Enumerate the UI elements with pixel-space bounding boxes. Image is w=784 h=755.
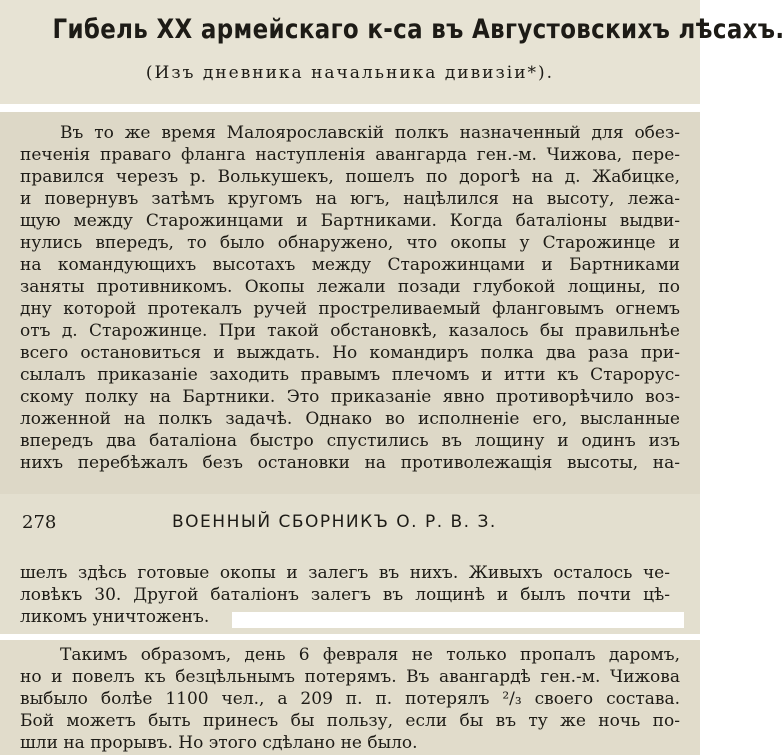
text-line: Такимъ образомъ, день 6 февраля не только пропалъ даромъ,: [60, 645, 680, 665]
text-line: ликомъ уничтоженъ.: [20, 607, 210, 627]
page-title: Гибель XX армейскаго к-са въ Августовскихъ лѣсахъ.: [52, 14, 784, 45]
text-line: скому полку на Бартники. Это приказаніе явно противорѣчило воз-: [20, 387, 680, 407]
text-line: на командующихъ высотахъ между Старожинцами и Бартниками: [20, 255, 680, 275]
text-line: и повернувъ затѣмъ кругомъ на югъ, нацѣлился на высоту, лежа-: [20, 189, 680, 209]
text-line: но и повелъ къ безцѣльнымъ потерямъ. Въ авангардѣ ген.-м. Чижова: [20, 667, 680, 687]
text-line: нихъ перебѣжалъ безъ остановки на противолежащія высоты, на-: [20, 453, 680, 473]
text-line: впередъ два баталіона быстро спустились въ лощину и одинъ изъ: [20, 431, 680, 451]
running-header: [22, 512, 662, 540]
text-line: щую между Старожинцами и Бартниками. Когда баталіоны выдви-: [20, 211, 680, 231]
text-line: отъ д. Старожинце. При такой обстановкѣ, казалось бы правильнѣе: [20, 321, 680, 341]
text-line: заняты противникомъ. Окопы лежали позади глубокой лощины, по: [20, 277, 680, 297]
text-line: ложенной на полкъ задачѣ. Однако во исполненіе его, высланные: [20, 409, 680, 429]
text-line: выбыло болѣе 1100 чел., а 209 п. п. потерялъ ²/₃ своего состава.: [20, 689, 680, 709]
page-subtitle: (Изъ дневника начальника дивизіи*).: [145, 63, 555, 83]
text-line: нулись впередъ, то было обнаружено, что окопы у Старожинце и: [20, 233, 680, 253]
text-panel-1: [0, 112, 700, 494]
paragraph-3: [20, 644, 680, 754]
text-panel-3: [0, 640, 700, 755]
title-panel: [0, 0, 784, 104]
text-line: шелъ здѣсь готовые окопы и залегъ въ нихъ. Живыхъ осталось че-: [20, 563, 670, 583]
text-line: печенія праваго фланга наступленія авангарда ген.-м. Чижова, пере-: [20, 145, 680, 165]
redaction-box: [232, 612, 684, 628]
journal-title: ВОЕННЫЙ СБОРНИКЪ О. Р. В. З.: [172, 512, 497, 532]
text-line: правился черезъ р. Волькушекъ, пошелъ по дорогѣ на д. Жабицке,: [20, 167, 680, 187]
text-line: Бой можетъ быть принесъ бы пользу, если бы въ ту же ночь по-: [20, 711, 680, 731]
text-panel-2: [0, 494, 700, 634]
text-line: всего остановиться и выждать. Но командиръ полка два раза при-: [20, 343, 680, 363]
paragraph-1: [20, 122, 680, 474]
text-line: сылалъ приказаніе заходить правымъ плечомъ и итти къ Староруc-: [20, 365, 680, 385]
text-line: ловѣкъ 30. Другой баталіонъ залегъ въ лощинѣ и былъ почти цѣ-: [20, 585, 670, 605]
page-number: 278: [22, 512, 57, 533]
text-line: дну которой протекалъ ручей простреливаемый фланговымъ огнемъ: [20, 299, 680, 319]
text-line: шли на прорывъ. Но этого сдѣлано не было.: [20, 733, 418, 753]
text-line: Въ то же время Малоярославскій полкъ назначенный для обез-: [60, 123, 680, 143]
